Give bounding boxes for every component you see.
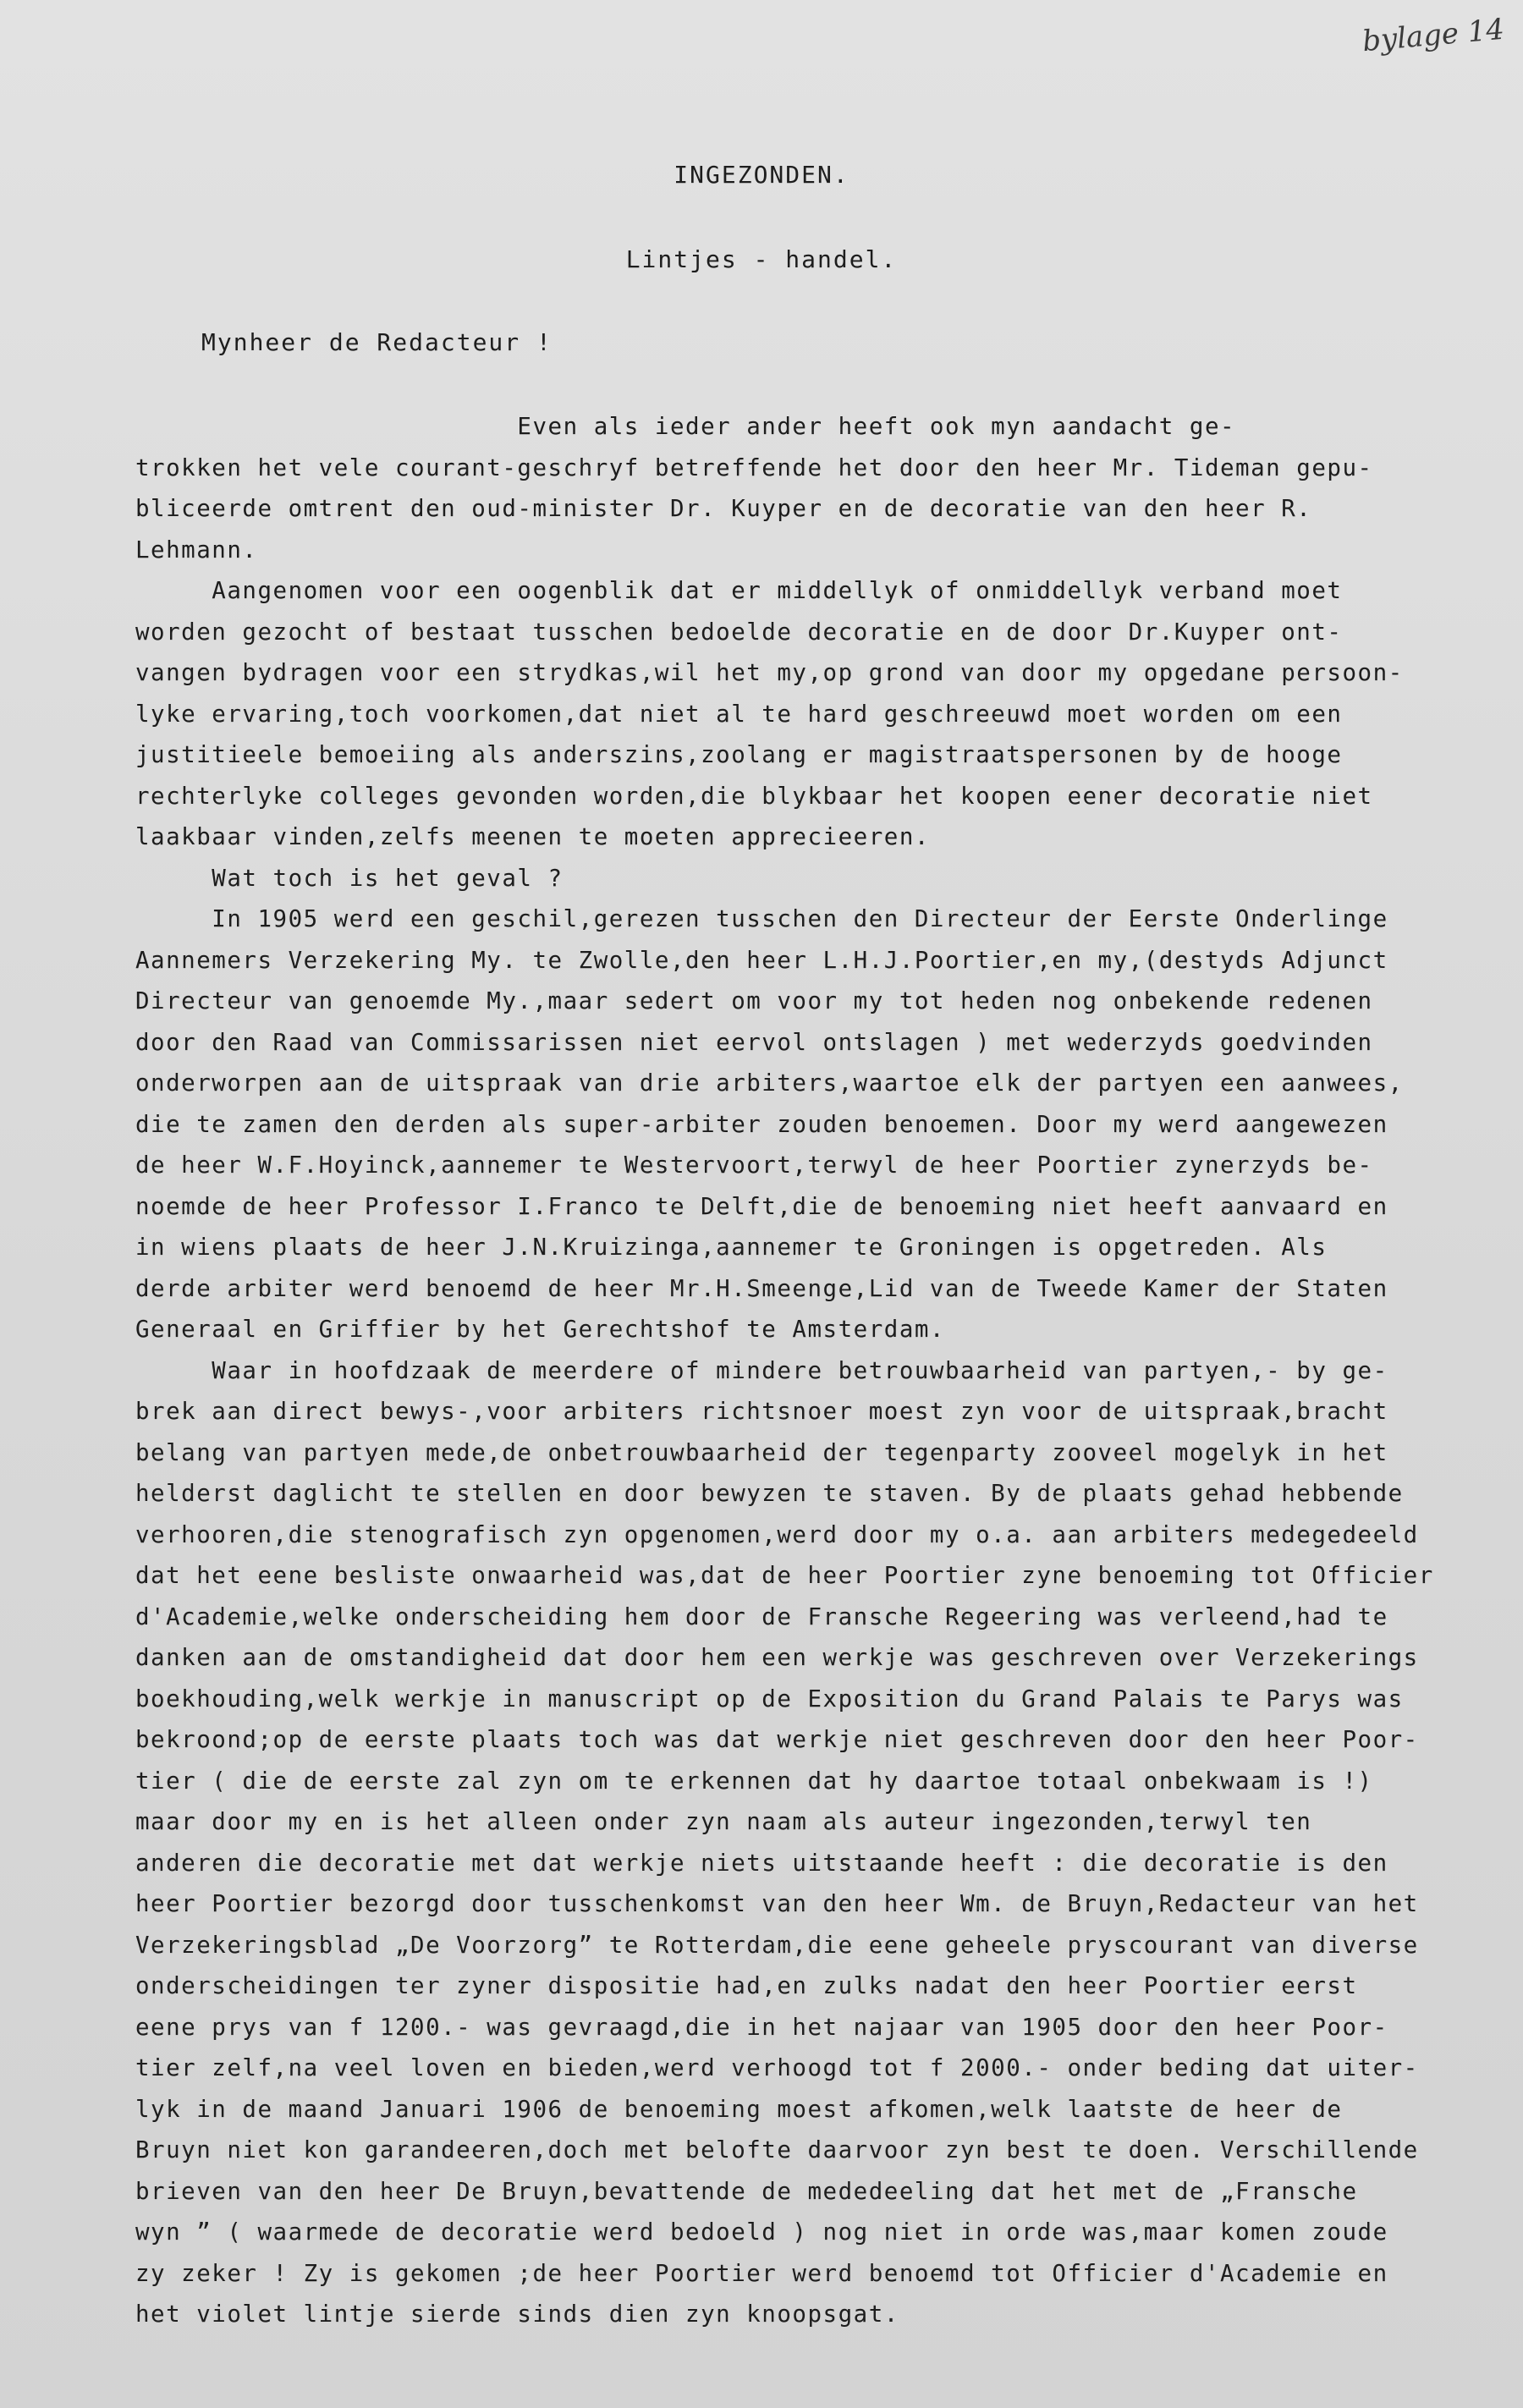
text-line: worden gezocht of bestaat tusschen bedoelde decoratie en de door Dr.Kuyper ont- [135, 618, 1343, 646]
text-line: de heer W.F.Hoyinck,aannemer te Westervoort,terwyl de heer Poortier zynerzyds be- [135, 1152, 1373, 1179]
handwritten-annotation: bylage 14 [1361, 12, 1506, 59]
text-line: bekroond;op de eerste plaats toch was dat werkje niet geschreven door den heer Poor- [135, 1726, 1419, 1753]
text-line: Directeur van genoemde My.,maar sedert om voor my tot heden nog onbekende redenen [135, 987, 1373, 1014]
text-line: Wat toch is het geval ? [135, 864, 564, 892]
text-line: verhooren,die stenografisch zyn opgenomen,werd door my o.a. aan arbiters medegedeeld [135, 1520, 1419, 1548]
text-line: d'Academie,welke onderscheiding hem door de Fransche Regeering was verleend,had te [135, 1603, 1388, 1630]
text-line: die te zamen den derden als super-arbiter zouden benoemen. Door my werd aangewezen [135, 1110, 1388, 1138]
text-line: vangen bydragen voor een strydkas,wil het my,op grond van door my opgedane persoon- [135, 659, 1404, 686]
text-line: door den Raad van Commissarissen niet eervol ontslagen ) met wederzyds goedvinden [135, 1028, 1373, 1056]
text-line: Verzekeringsblad „De Voorzorg” te Rotterdam,die eene geheele pryscourant van diverse [135, 1931, 1419, 1959]
text-line: brek aan direct bewys-,voor arbiters richtsnoer moest zyn voor de uitspraak,bracht [135, 1398, 1388, 1425]
text-line: Aangenomen voor een oogenblik dat er middellyk of onmiddellyk verband moet [135, 577, 1343, 604]
text-line: laakbaar vinden,zelfs meenen te moeten apprecieeren. [135, 823, 930, 850]
text-line: helderst daglicht te stellen en door bewyzen te staven. By de plaats gehad hebbende [135, 1480, 1404, 1507]
text-line: justitieele bemoeiing als anderszins,zoolang er magistraatspersonen by de hooge [135, 741, 1343, 768]
text-line: het violet lintje sierde sinds dien zyn knoopsgat. [135, 2301, 899, 2328]
text-line: anderen die decoratie met dat werkje niets uitstaande heeft : die decoratie is den [135, 1849, 1388, 1877]
page-subheading: Lintjes - handel. [625, 245, 898, 273]
text-line: lyke ervaring,toch voorkomen,dat niet al te hard geschreeuwd moet worden om een [135, 700, 1343, 728]
text-line: in wiens plaats de heer J.N.Kruizinga,aannemer te Groningen is opgetreden. Als [135, 1234, 1328, 1261]
text-line: tier ( die de eerste zal zyn om te erkennen dat hy daartoe totaal onbekwaam is !) [135, 1767, 1373, 1795]
text-line: boekhouding,welk werkje in manuscript op de Exposition du Grand Palais te Parys was [135, 1685, 1404, 1713]
text-line: derde arbiter werd benoemd de heer Mr.H.Smeenge,Lid van de Tweede Kamer der Staten [135, 1274, 1388, 1302]
text-line: Lehmann. [135, 536, 258, 564]
text-line: Waar in hoofdzaak de meerdere of mindere betrouwbaarheid van partyen,- by ge- [135, 1356, 1388, 1384]
text-line: Generaal en Griffier by het Gerechtshof te Amsterdam. [135, 1316, 945, 1343]
text-line: rechterlyke colleges gevonden worden,die blykbaar het koopen eener decoratie niet [135, 782, 1373, 810]
text-line: Even als ieder ander heeft ook myn aandacht ge- [135, 413, 1236, 440]
text-line: Bruyn niet kon garandeeren,doch met belofte daarvoor zyn best te doen. Verschillende [135, 2136, 1419, 2163]
text-line: tier zelf,na veel loven en bieden,werd verhoogd tot f 2000.- onder beding dat uiter- [135, 2054, 1419, 2081]
text-line: maar door my en is het alleen onder zyn naam als auteur ingezonden,terwyl ten [135, 1808, 1312, 1835]
letter-body [135, 406, 1515, 2335]
page-heading: INGEZONDEN. [674, 161, 849, 189]
text-line: noemde de heer Professor I.Franco te Delft,die de benoeming niet heeft aanvaard en [135, 1192, 1388, 1220]
text-line: onderworpen aan de uitspraak van drie arbiters,waartoe elk der partyen een aanwees, [135, 1069, 1404, 1097]
text-line: Aannemers Verzekering My. te Zwolle,den heer L.H.J.Poortier,en my,(destyds Adjunct [135, 946, 1388, 974]
text-line: eene prys van f 1200.- was gevraagd,die in het najaar van 1905 door den heer Poor- [135, 2013, 1388, 2041]
text-line: In 1905 werd een geschil,gerezen tusschen den Directeur der Eerste Onderlinge [135, 905, 1388, 932]
text-line: brieven van den heer De Bruyn,bevattende de mededeeling dat het met de „Fransche [135, 2177, 1358, 2205]
text-line: trokken het vele courant-geschryf betreffende het door den heer Mr. Tideman gepu- [135, 454, 1373, 481]
text-line: zy zeker ! Zy is gekomen ;de heer Poortier werd benoemd tot Officier d'Academie en [135, 2259, 1388, 2287]
text-line: danken aan de omstandigheid dat door hem een werkje was geschreven over Verzekerings [135, 1644, 1419, 1671]
text-line: onderscheidingen ter zyner dispositie had,en zulks nadat den heer Poortier eerst [135, 1972, 1358, 1999]
text-line: heer Poortier bezorgd door tusschenkomst van den heer Wm. de Bruyn,Redacteur van het [135, 1890, 1419, 1917]
text-line: wyn ” ( waarmede de decoratie werd bedoeld ) nog niet in orde was,maar komen zoude [135, 2218, 1388, 2246]
text-line: belang van partyen mede,de onbetrouwbaarheid der tegenparty zooveel mogelyk in het [135, 1438, 1388, 1466]
text-line: dat het eene besliste onwaarheid was,dat de heer Poortier zyne benoeming tot Officier [135, 1562, 1434, 1589]
salutation: Mynheer de Redacteur ! [201, 328, 553, 356]
text-line: lyk in de maand Januari 1906 de benoeming moest afkomen,welk laatste de heer de [135, 2095, 1343, 2123]
text-line: bliceerde omtrent den oud-minister Dr. Kuyper en de decoratie van den heer R. [135, 495, 1312, 522]
